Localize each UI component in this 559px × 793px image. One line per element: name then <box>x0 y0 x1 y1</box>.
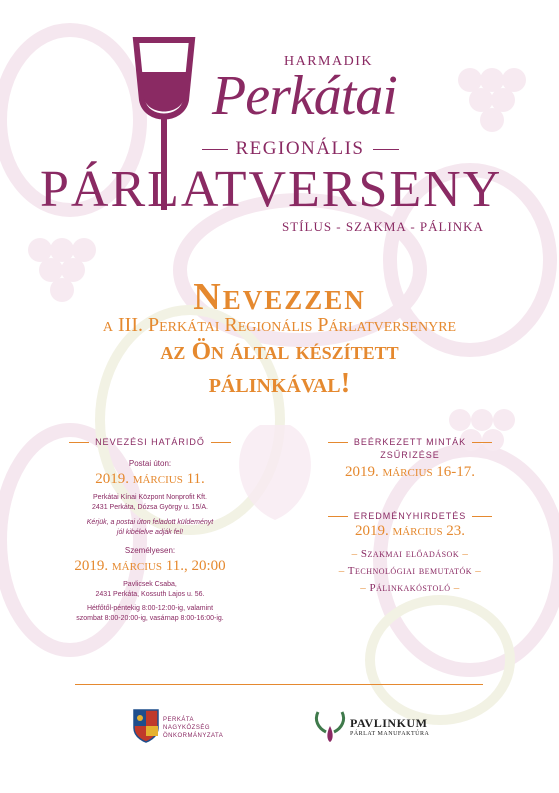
judging-title: BEÉRKEZETT MINTÁK <box>290 437 530 447</box>
headline-line-3: pálinkával! <box>208 367 351 399</box>
results-date: 2019. március 23. <box>354 523 466 539</box>
postal-date: 2019. március 11. <box>95 471 205 487</box>
raspberry-watermark-icon-2 <box>458 68 526 132</box>
postal-note-1: Kérjük, a postai úton feladott küldeményt <box>86 519 214 526</box>
personal-date: 2019. március 11., 20:00 <box>74 558 226 574</box>
footer-divider <box>75 684 483 685</box>
opening-hours-1: Hétfőtől-péntekig 8:00-12:00-ig, valamint <box>86 605 214 612</box>
postal-address-1: Perkátai Kínai Központ Nonprofit Kft. <box>92 494 207 501</box>
program-item: – Technológiai bemutatók – <box>290 565 530 577</box>
brand-name: PAVLINKUM <box>350 716 428 730</box>
event-subtitle-regionalis: REGIONÁLIS <box>190 138 410 160</box>
event-tagline: STÍLUS - SZAKMA - PÁLINKA <box>282 219 484 234</box>
opening-hours-2: szombat 8:00-20:00-ig, vasárnap 8:00-16:00-ig. <box>76 615 224 622</box>
schedule-section <box>290 437 530 594</box>
headline-nevezzen: Nevezzen <box>193 276 366 318</box>
edition-label: HARMADIK <box>284 54 373 69</box>
results-title: EREDMÉNYHIRDETÉS <box>290 511 530 521</box>
pavlinkum-logo-icon <box>312 708 348 744</box>
program-item: – Szakmai előadások – <box>290 548 530 560</box>
postal-note-2: jól kibélelve adják fel! <box>116 529 184 536</box>
brand-subtitle: PÁRLAT MANUFAKTÚRA <box>350 731 430 737</box>
headline-line-1: a III. Perkátai Regionális Párlatversenyre <box>102 314 457 336</box>
municipality-name: PERKÁTA NAGYKÖZSÉG ÖNKORMÁNYZATA <box>163 717 224 739</box>
headline-line-2: az Ön által készített <box>160 338 399 365</box>
program-item: – Pálinkakóstoló – <box>290 582 530 594</box>
personal-name: Pavlicsek Csaba, <box>123 581 177 588</box>
deadline-title: NEVEZÉSI HATÁRIDŐ <box>20 437 280 447</box>
postal-address-2: 2431 Perkáta, Dózsa György u. 15/A. <box>92 504 208 511</box>
event-title-parlatverseny: PÁRLATVERSENY <box>40 161 503 218</box>
postal-label: Postai úton: <box>128 459 172 468</box>
personal-label: Személyesen: <box>124 546 176 555</box>
judging-title-2: ZSŰRIZÉSE <box>380 450 440 460</box>
deadline-section <box>20 437 280 624</box>
judging-date: 2019. március 16-17. <box>344 464 476 480</box>
coat-of-arms-icon <box>132 708 160 744</box>
event-title-perkatai: Perkátai <box>212 65 397 127</box>
personal-address: 2431 Perkáta, Kossuth Lajos u. 56. <box>95 591 205 598</box>
